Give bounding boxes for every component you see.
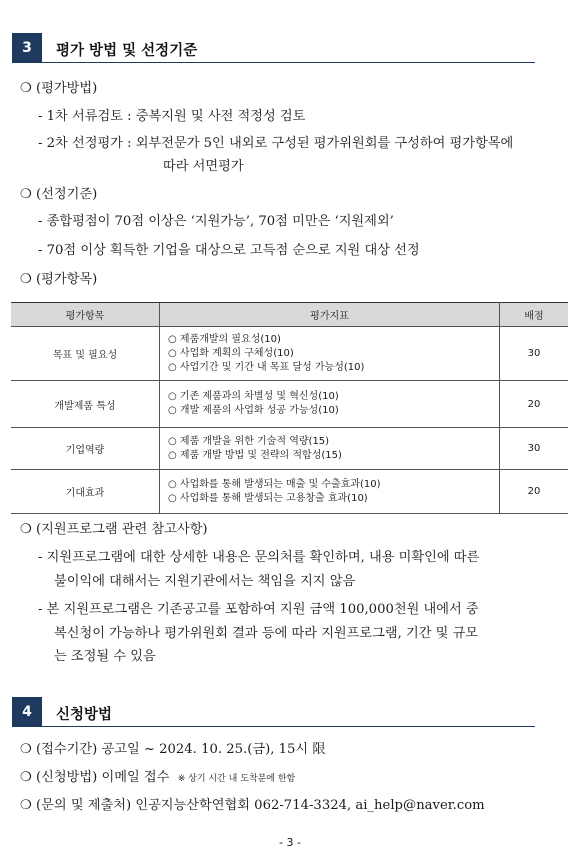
page-number: - 3 - xyxy=(279,836,301,849)
section-header-3 xyxy=(12,33,535,63)
selection-item2: - 70점 이상 획득한 기업을 대상으로 고득점 순으로 지원 대상 선정 xyxy=(38,243,420,258)
table-cell-item: 기대효과 xyxy=(11,470,160,514)
table-cell-indicators: ○ 제품 개발을 위한 기술적 역량(15) ○ 제품 개발 방법 및 전략의 적합성(15) xyxy=(160,428,500,470)
table-header-row xyxy=(11,303,568,327)
bullet-icon: ❍ xyxy=(20,81,32,96)
bullet-icon: ❍ xyxy=(20,272,32,287)
selection-item1: - 종합평점이 70점 이상은 ‘지원가능’, 70점 미만은 ‘지원제외’ xyxy=(38,214,394,229)
table-header: 평가항목 xyxy=(11,303,160,327)
note-2: - 본 지원프로그램은 기존공고를 포함하여 지원 금액 100,000천원 내에서 중 xyxy=(38,602,479,617)
table-cell-item: 개발제품 특성 xyxy=(11,381,160,428)
section-header-4 xyxy=(12,697,535,727)
section-divider xyxy=(42,62,535,63)
section-number: 3 xyxy=(12,33,42,63)
section-divider xyxy=(42,726,535,727)
apply-period: ❍ (접수기간) 공고일 ~ 2024. 10. 25.(금), 15시 限 xyxy=(20,742,326,757)
table-row xyxy=(11,381,568,428)
table-cell-score: 30 xyxy=(500,327,569,381)
table-cell-score: 20 xyxy=(500,381,569,428)
section-title: 평가 방법 및 선정기준 xyxy=(56,43,198,59)
section-title: 신청방법 xyxy=(56,707,113,723)
note-1-cont: 불이익에 대해서는 지원기관에서는 책임을 지지 않음 xyxy=(54,574,356,589)
selection-heading: ❍ (선정기준) xyxy=(20,187,98,202)
table-cell-indicators: ○ 제품개발의 필요성(10) ○ 사업화 계획의 구체성(10) ○ 사업기간 및 기간 내 목표 달성 가능성(10) xyxy=(160,327,500,381)
table-cell-indicators: ○ 사업화를 통해 발생되는 매출 및 수출효과(10) ○ 사업화를 통해 발생되는 고용창출 효과(10) xyxy=(160,470,500,514)
table-header: 배점 xyxy=(500,303,569,327)
bullet-icon: ❍ xyxy=(20,770,32,785)
table-row xyxy=(11,470,568,514)
note-1: - 지원프로그램에 대한 상세한 내용은 문의처를 확인하며, 내용 미확인에 따른 xyxy=(38,550,480,565)
table-header: 평가지표 xyxy=(160,303,500,327)
eval-method-item2-cont: 따라 서면평가 xyxy=(163,159,244,174)
table-cell-indicators: ○ 기존 제품과의 차별성 및 혁신성(10) ○ 개발 제품의 사업화 성공 가능성(10) xyxy=(160,381,500,428)
apply-contact: ❍ (문의 및 제출처) 인공지능산학연협회 062-714-3324, ai_help@naver.com xyxy=(20,798,485,813)
apply-method-note: ※ 상기 시간 내 도착분에 한함 xyxy=(177,774,296,784)
notes-heading: ❍ (지원프로그램 관련 참고사항) xyxy=(20,522,208,537)
table-cell-score: 30 xyxy=(500,428,569,470)
table-row xyxy=(11,428,568,470)
table-cell-score: 20 xyxy=(500,470,569,514)
note-2-cont2: 는 조정될 수 있음 xyxy=(54,649,156,664)
bullet-icon: ❍ xyxy=(20,742,32,757)
bullet-icon: ❍ xyxy=(20,522,32,537)
apply-method: ❍ (신청방법) 이메일 접수 ※ 상기 시간 내 도착분에 한함 xyxy=(20,770,296,785)
table-cell-item: 목표 및 필요성 xyxy=(11,327,160,381)
eval-method-item2: - 2차 선정평가 : 외부전문가 5인 내외로 구성된 평가위원회를 구성하여 평가항목에 xyxy=(38,136,514,151)
bullet-icon: ❍ xyxy=(20,187,32,202)
bullet-icon: ❍ xyxy=(20,798,32,813)
table-cell-item: 기업역량 xyxy=(11,428,160,470)
note-2-cont1: 복신청이 가능하나 평가위원회 결과 등에 따라 지원프로그램, 기간 및 규모 xyxy=(54,626,479,641)
table-row xyxy=(11,327,568,381)
evaluation-table xyxy=(11,302,568,514)
eval-method-heading: ❍ (평가방법) xyxy=(20,81,98,96)
eval-items-heading: ❍ (평가항목) xyxy=(20,272,98,287)
eval-method-item1: - 1차 서류검토 : 중복지원 및 사전 적정성 검토 xyxy=(38,109,306,124)
section-number: 4 xyxy=(12,697,42,727)
